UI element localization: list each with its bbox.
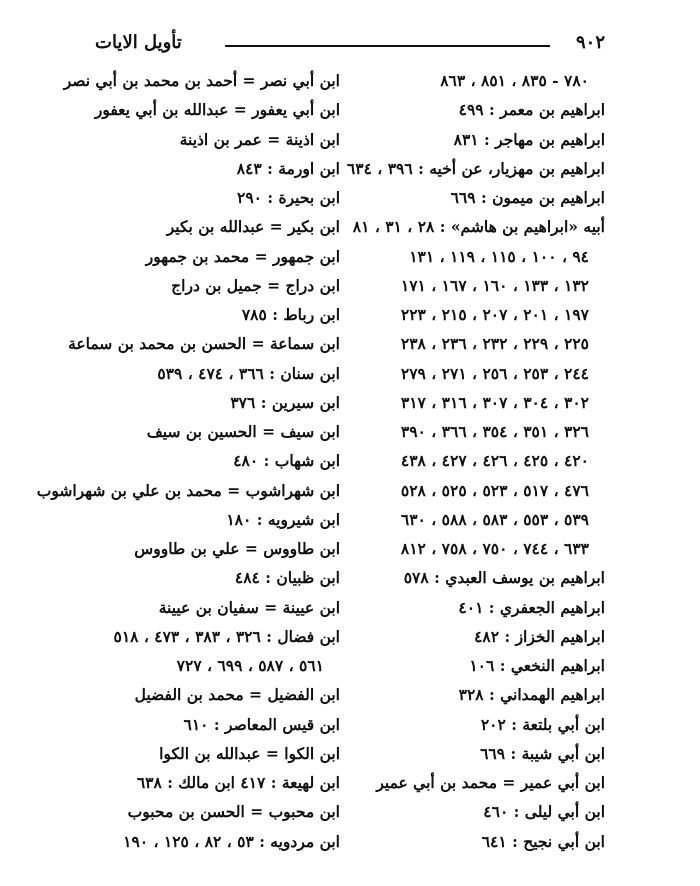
index-entry: ابن أبي نجيح : ٦٤١: [481, 831, 605, 851]
index-entry: ابراهيم الجعفري : ٤٠١: [458, 597, 605, 617]
index-entry: ابن شهراشوب = محمد بن علي بن شهراشوب: [36, 480, 340, 500]
index-entry: ابن اذينة = عمر بن اذينة: [179, 129, 340, 149]
index-entry: ٥٦١ ، ٥٨٧ ، ٦٩٩ ، ٧٢٧: [176, 656, 324, 675]
index-entry: ابن دراج = جميل بن دراج: [171, 275, 340, 295]
index-entry: ابن أبي عمير = محمد بن أبي عمير: [376, 773, 605, 792]
index-entry: ابن أبي نصر = أحمد بن محمد بن أبي نصر: [63, 71, 340, 90]
running-title: تأويل الايات: [95, 32, 182, 53]
index-entry: ٧٨٠ - ٨٣٥ ، ٨٥١ ، ٨٦٣: [440, 71, 589, 90]
index-entry: ابن ظبيان : ٤٨٤: [234, 568, 340, 588]
index-entry: ابن الكوا = عبدالله بن الكوا: [159, 743, 340, 763]
index-entry: ابن أبي ليلى : ٤٦٠: [483, 802, 605, 822]
index-entry: ابن محبوب = الحسن بن محبوب: [127, 802, 340, 822]
index-entry: ابن سيف = الحسين بن سيف: [146, 422, 340, 441]
index-entry: ابن بحيرة : ٢٩٠: [237, 188, 340, 207]
header-rule: [225, 45, 550, 47]
index-entry: ابراهيم الهمداني : ٣٢٨: [458, 685, 605, 705]
index-entry: ابن سيرين : ٣٧٦: [230, 392, 340, 412]
index-entry: ابن شهاب : ٤٨٠: [233, 451, 340, 471]
index-entry: ابن عيينة = سفيان بن عيينة: [158, 597, 340, 617]
index-entry: ابراهيم بن يوسف العبدي : ٥٧٨: [403, 568, 605, 588]
index-entry: ابن مردويه : ٥٣ ، ٨٢ ، ١٢٥ ، ١٩٠: [123, 831, 340, 851]
index-entry: ٤٢٠ ، ٤٢٥ ، ٤٢٦ ، ٤٢٧ ، ٤٣٨: [400, 451, 589, 471]
index-entry: ابن أبي بلتعة : ٢٠٢: [480, 714, 605, 734]
index-entry: ابراهيم الخزاز : ٤٨٢: [474, 626, 605, 646]
index-entry: أبيه «ابراهيم بن هاشم» : ٢٨ ، ٣١ ، ٨١: [352, 217, 605, 237]
index-entry: ابن الفضيل = محمد بن الفضيل: [134, 685, 340, 705]
index-entry: ابن سنان : ٣٦٦ ، ٤٧٤ ، ٥٣٩: [157, 363, 340, 383]
index-entry: ابراهيم بن مهاجر : ٨٣١: [453, 129, 605, 149]
index-entry: ابراهيم بن مهزيار، عن أخيه : ٣٩٦ ، ٦٣٤: [346, 158, 605, 178]
index-entry: ابن لهيعة : ٤١٧ ابن مالك : ٦٣٨: [136, 773, 340, 792]
page-header: [95, 30, 605, 58]
index-entry: ٩٤ ، ١٠٠ ، ١١٥ ، ١١٩ ، ١٣١: [409, 246, 589, 266]
index-entry: ابراهيم النخعي : ١٠٦: [469, 656, 605, 675]
index-entry: ٢٢٥ ، ٢٢٩ ، ٢٣٢ ، ٢٣٦ ، ٢٣٨: [400, 334, 589, 354]
index-entry: ابن بكير = عبدالله بن بكير: [166, 217, 340, 237]
index-entry: ٣٢٦ ، ٣٥١ ، ٣٥٤ ، ٣٦٦ ، ٣٩٠: [400, 422, 589, 441]
index-entry: ابن سماعة = الحسن بن محمد بن سماعة: [68, 334, 340, 354]
index-entry: ٦٣٣ ، ٧٤٤ ، ٧٥٠ ، ٧٥٨ ، ٨١٢: [400, 539, 589, 558]
index-entry: ابن فضال : ٣٢٦ ، ٣٨٣ ، ٤٧٣ ، ٥١٨: [113, 626, 340, 646]
index-entry: ٤٧٦ ، ٥١٧ ، ٥٢٣ ، ٥٢٥ ، ٥٢٨: [400, 480, 589, 500]
right-column: [346, 66, 605, 856]
index-entry: ١٩٧ ، ٢٠١ ، ٢٠٧ ، ٢١٥ ، ٢٢٣: [400, 305, 589, 324]
index-entry: ابن جمهور = محمد بن جمهور: [145, 246, 340, 266]
index-entry: ٢٤٤ ، ٢٥٣ ، ٢٥٦ ، ٢٧١ ، ٢٧٩: [400, 363, 589, 383]
index-entry: ٥٣٩ ، ٥٥٣ ، ٥٨٣ ، ٥٨٨ ، ٦٣٠: [400, 509, 589, 529]
index-entry: ابراهيم بن معمر : ٤٩٩: [458, 100, 605, 120]
page-number: ٩٠٢: [575, 32, 605, 53]
index-entry: ابن طاووس = علي بن طاووس: [134, 539, 340, 558]
index-entry: ابن اورمة : ٨٤٣: [236, 158, 340, 178]
index-entry: ابن أبي يعفور = عبدالله بن أبي يعفور: [94, 100, 340, 120]
index-entry: ابراهيم بن ميمون : ٦٦٩: [450, 188, 605, 207]
index-entry: ابن رباط : ٧٨٥: [241, 305, 340, 324]
index-entry: ٣٠٢ ، ٣٠٤ ، ٣٠٧ ، ٣١٦ ، ٣١٧: [400, 392, 589, 412]
left-column: [36, 66, 340, 856]
index-entry: ١٣٢ ، ١٣٣ ، ١٦٠ ، ١٦٧ ، ١٧١: [400, 275, 589, 295]
index-entry: ابن قيس المعاصر : ٦١٠: [183, 714, 340, 734]
index-entry: ابن أبي شيبة : ٦٦٩: [480, 743, 605, 763]
index-entry: ابن شيرويه : ١٨٠: [226, 509, 340, 529]
